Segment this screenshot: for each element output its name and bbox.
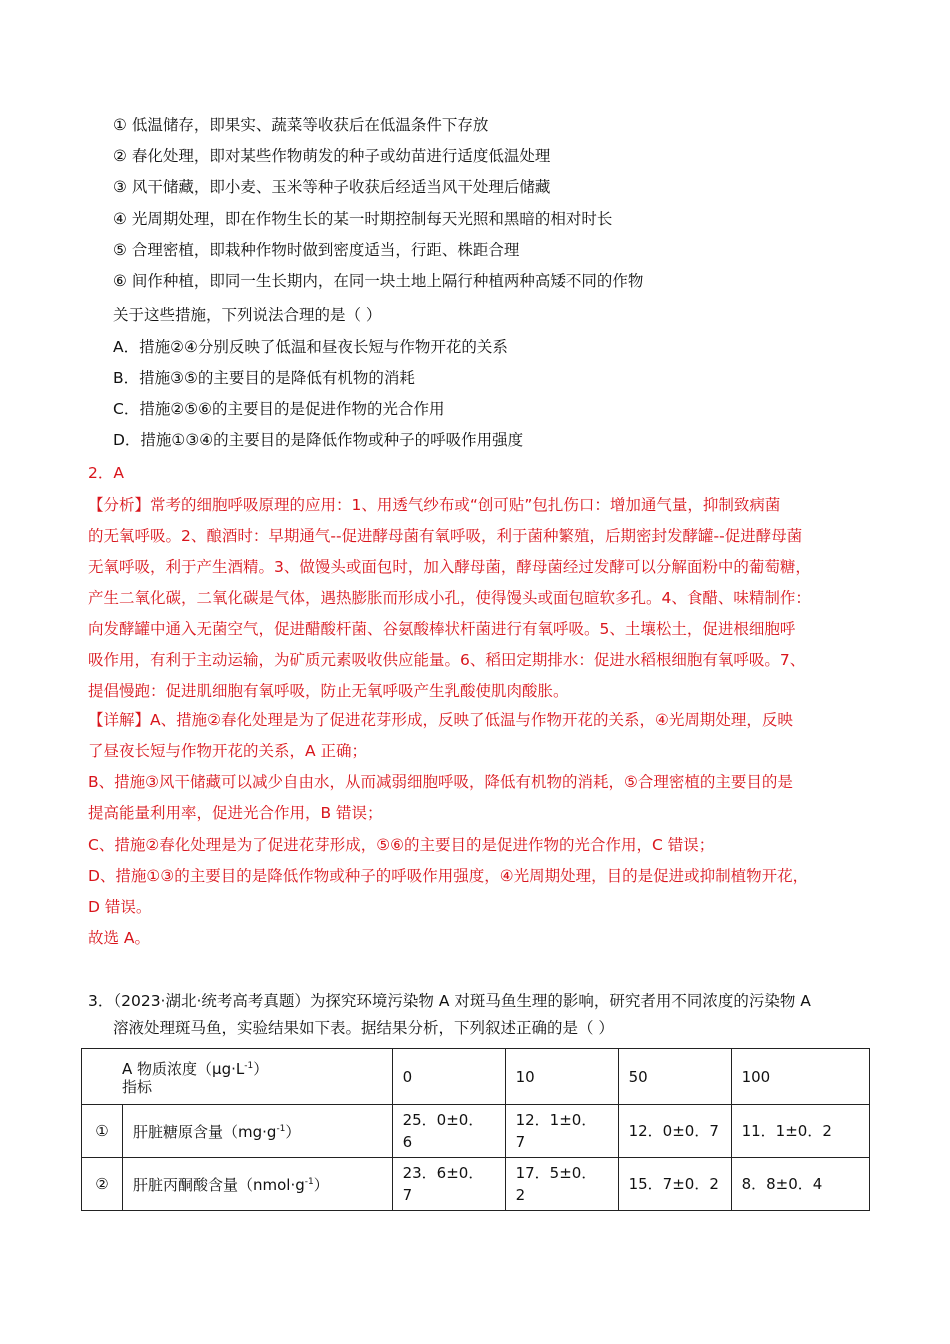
col-header: 0 [392, 1049, 505, 1105]
answer-label: 2．A [88, 464, 124, 482]
measure-2: ② 春化处理，即对某些作物萌发的种子或幼苗进行适度低温处理 [113, 147, 551, 165]
conclusion-line: 故选 A。 [88, 929, 151, 947]
value-cell: 8．8±0．4 [731, 1158, 869, 1211]
measure-5: ⑤ 合理密植，即栽种作物时做到密度适当，行距、株距合理 [113, 241, 520, 259]
value-part: 12．1±0． [515, 1111, 597, 1129]
row-unit-sup: -1 [304, 1176, 314, 1187]
header-unit-sup: -1 [244, 1061, 254, 1071]
q3-stem-line1: 3．（2023·湖北·统考高考真题）为探究环境污染物 A 对斑马鱼生理的影响，研究者用不同浓度的污染物 A [88, 992, 811, 1010]
measure-1: ① 低温储存，即果实、蔬菜等收获后在低温条件下存放 [113, 116, 489, 134]
option-b: B．措施③⑤的主要目的是降低有机物的消耗 [113, 369, 415, 387]
value-part: 23．6±0． [402, 1164, 484, 1182]
value-part: 2 [515, 1186, 526, 1204]
row-unit-sup: -1 [276, 1123, 286, 1134]
option-c: C．措施②⑤⑥的主要目的是促进作物的光合作用 [113, 400, 445, 418]
detail-line: D、措施①③的主要目的是降低作物或种子的呼吸作用强度，④光周期处理，目的是促进或抑制植物开花， [88, 867, 809, 885]
value-cell: 11．1±0．2 [731, 1105, 869, 1158]
table-header-row [82, 1049, 870, 1105]
value-cell: 15．7±0．2 [618, 1158, 731, 1211]
value-cell [505, 1105, 618, 1158]
analysis-line: 吸作用，有利于主动运输，为矿质元素吸收供应能量。6、稻田定期排水：促进水稻根细胞有氧呼吸。7、 [88, 651, 806, 669]
detail-line: 【详解】A、措施②春化处理是为了促进花芽形成，反映了低温与作物开花的关系，④光周期处理，反映 [88, 711, 793, 729]
header-concentration: A 物质浓度（μg·L [122, 1060, 245, 1078]
row-label-cell [123, 1105, 393, 1158]
analysis-line: 提倡慢跑：促进肌细胞有氧呼吸，防止无氧呼吸产生乳酸使肌肉酸胀。 [88, 682, 569, 700]
value-part: 25．0±0． [402, 1111, 484, 1129]
row-number: ② [82, 1158, 123, 1211]
row-label: 肝脏丙酮酸含量（nmol·g [133, 1175, 305, 1194]
analysis-line: 的无氧呼吸。2、酿酒时：早期通气--促进酵母菌有氧呼吸，利于菌种繁殖，后期密封发酵罐--促进酵母菌 [88, 527, 803, 545]
value-cell: 12．0±0．7 [618, 1105, 731, 1158]
row-label-end: ） [285, 1122, 301, 1141]
measure-3: ③ 风干储藏，即小麦、玉米等种子收获后经适当风干处理后储藏 [113, 178, 551, 196]
value-part: 6 [402, 1133, 413, 1151]
measure-6: ⑥ 间作种植，即同一生长期内，在同一块土地上隔行种植两种高矮不同的作物 [113, 272, 644, 290]
value-cell [392, 1158, 505, 1211]
value-part: 7 [402, 1186, 413, 1204]
results-table [81, 1048, 870, 1211]
value-part: 7 [515, 1133, 526, 1151]
q3-stem-line2: 溶液处理斑马鱼，实验结果如下表。据结果分析，下列叙述正确的是（ ） [113, 1019, 614, 1037]
row-label-cell [123, 1158, 393, 1211]
value-cell [392, 1105, 505, 1158]
detail-line: 了昼夜长短与作物开花的关系，A 正确； [88, 742, 368, 760]
analysis-line: 向发酵罐中通入无菌空气，促进醋酸杆菌、谷氨酸棒状杆菌进行有氧呼吸。5、土壤松土，促进根细胞呼 [88, 620, 796, 638]
col-header: 100 [731, 1049, 869, 1105]
value-cell [505, 1158, 618, 1211]
header-index: 指标 [122, 1078, 153, 1096]
detail-line: 提高能量利用率，促进光合作用，B 错误； [88, 804, 383, 822]
row-label: 肝脏糖原含量（mg·g [133, 1122, 277, 1141]
measure-4: ④ 光周期处理，即在作物生长的某一时期控制每天光照和黑暗的相对时长 [113, 210, 613, 228]
detail-line: B、措施③风干储藏可以减少自由水，从而减弱细胞呼吸，降低有机物的消耗，⑤合理密植的主要目的是 [88, 773, 793, 791]
analysis-line: 产生二氧化碳，二氧化碳是气体，遇热膨胀而形成小孔，使得馒头或面包暄软多孔。4、食醋、味精制作： [88, 589, 811, 607]
col-header: 10 [505, 1049, 618, 1105]
header-concentration-cell [82, 1049, 393, 1105]
option-a: A．措施②④分别反映了低温和昼夜长短与作物开花的关系 [113, 338, 508, 356]
row-number: ① [82, 1105, 123, 1158]
analysis-line: 无氧呼吸，利于产生酒精。3、做馒头或面包时，加入酵母菌，酵母菌经过发酵可以分解面粉中的葡萄糖， [88, 558, 811, 576]
header-concentration-end: ） [253, 1060, 269, 1078]
detail-line: C、措施②春化处理是为了促进花芽形成，⑤⑥的主要目的是促进作物的光合作用，C 错误； [88, 836, 715, 854]
analysis-line: 【分析】常考的细胞呼吸原理的应用：1、用透气纱布或“创可贴”包扎伤口：增加通气量，抑制致病菌 [88, 496, 781, 514]
table-row [82, 1105, 870, 1158]
question-stem: 关于这些措施，下列说法合理的是（ ） [113, 306, 382, 324]
row-label-end: ） [313, 1175, 329, 1194]
col-header: 50 [618, 1049, 731, 1105]
value-part: 17．5±0． [515, 1164, 597, 1182]
detail-line: D 错误。 [88, 898, 152, 916]
option-d: D．措施①③④的主要目的是降低作物或种子的呼吸作用强度 [113, 431, 524, 449]
table-row [82, 1158, 870, 1211]
